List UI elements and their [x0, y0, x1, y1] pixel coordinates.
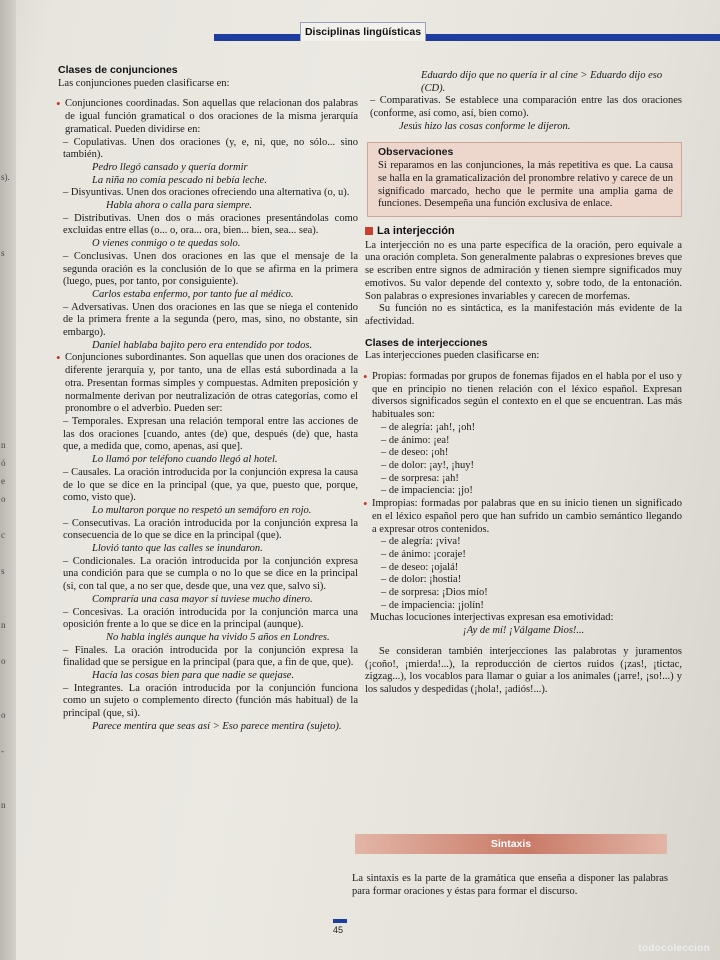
finales-text: – Finales. La oración introducida por la conjunción expresa la finalidad que se persigue en la principal (para que, a fin de que, que). [63, 644, 358, 669]
subordinating-item: • Conjunciones subordinantes. Son aquellas que unen dos oraciones de diferente jerarquía y, por tanto, una de ellas está subordinada a la otra. Presentan formas simples y compuestas. Admiten preposición y normalmente derivan por neutralización de otras categorías, como el pronombre o el adverbio. Pueden ser: [58, 352, 358, 416]
prev-page-mark: s [1, 248, 5, 258]
example-line: Pedro llegó cansado y quería dormir [92, 161, 248, 173]
example-line: Eduardo dijo que no quería ir al cine > Eduardo dijo eso (CD). [421, 70, 663, 94]
list-item: – de alegría: ¡viva! [381, 536, 461, 548]
left-column [58, 64, 358, 734]
list-item: – de deseo: ¡ojalá! [381, 561, 459, 573]
example-line: Lo multaron porque no respetó un semáforo en rojo. [92, 504, 312, 516]
interjection-paragraph: Su función no es sintáctica, es la manifestación más evidente de la afectividad. [365, 303, 682, 327]
header-rule [214, 34, 720, 41]
example-line: Llovió tanto que las calles se inundaron. [92, 543, 263, 555]
list-item: – de sorpresa: ¡Dios mío! [381, 587, 488, 599]
consideran-paragraph: Se consideran también interjecciones las palabrotas y juramentos (¡coño!, ¡mierda!...), la reproducción de ciertos ruidos (¡zas!, ¡tictac, zigzag...), los vocablos para llamar o guiar a los animales (¡arre!, ¡so!...) y los saludos y despedidas (¡hola!, ¡adiós!...). [365, 645, 682, 695]
temporales-text: – Temporales. Expresan una relación temporal entre las acciones de las dos oraciones [cuando, antes (de) que, después (de) que, hasta que, a medida que, como, apenas, así que]. [63, 415, 358, 453]
previous-page-edge [0, 0, 16, 960]
coordinated-item: • Conjunciones coordinadas. Son aquellas que relacionan dos palabras de igual función gramatical o dos oraciones de la misma jerarquía gramatical. Pueden dividirse en: [58, 98, 358, 136]
example-line: ¡Ay de mí! ¡Válgame Dios!... [462, 625, 585, 637]
list-item: – de dolor: ¡ay!, ¡huy! [381, 459, 475, 471]
example-line: Carlos estaba enfermo, por tanto fue al médico. [92, 288, 294, 300]
integrantes-text: – Integrantes. La oración introducida por la conjunción funciona como un sujeto o complemento directo (función más habitual) de la principal (que, si). [63, 682, 358, 720]
prev-page-mark: c [1, 530, 5, 540]
list-item: – de impaciencia: ¡jo! [381, 485, 473, 497]
prev-page-mark: s [1, 566, 5, 576]
distributivas-text: – Distributivas. Unen dos o más oraciones presentándolas como excluidas entre ellas (o... o, ora... ora, bien... bien, sea... sea). [63, 212, 358, 237]
concesivas-text: – Concesivas. La oración introducida por la conjunción marca una oposición frente a lo que se dice en la principal (aunque). [63, 606, 358, 631]
example-line: No habla inglés aunque ha vivido 5 años en Londres. [106, 631, 330, 643]
example-line: Lo llamó por teléfono cuando llegó al hotel. [92, 454, 278, 466]
prev-page-mark: n [1, 620, 6, 630]
prev-page-mark: e [1, 476, 5, 486]
section-header-tab: Disciplinas lingüísticas [300, 22, 426, 41]
observations-box [367, 142, 682, 218]
conjunctions-intro: Las conjunciones pueden clasificarse en: [58, 77, 230, 89]
list-item: – de ánimo: ¡ea! [381, 434, 450, 446]
interjection-classes-intro: Las interjecciones pueden clasificarse en: [365, 350, 540, 362]
list-item: – de ánimo: ¡coraje! [381, 548, 466, 560]
example-line: Habla ahora o calla para siempre. [106, 200, 253, 212]
list-item: – de deseo: ¡oh! [381, 447, 449, 459]
causales-text: – Causales. La oración introducida por la conjunción expresa la causa de lo que se dice en la principal (que, ya que, puesto que, porque, como, visto que). [63, 466, 358, 504]
prev-page-mark: o [1, 494, 6, 504]
interjection-paragraph: La interjección no es una parte específica de la oración, pero equivale a una oración completa. Son generalmente palabras o expresiones breves que se escriben entre signos de admiración y tienen siempre significados muy emotivos. Su valor depende del contexto y, sobre todo, de la entonación. Son palabras o expresiones invariables y carecen de morfemas. [365, 239, 682, 302]
locuciones-text: Muchas locuciones interjectivas expresan esa emotividad: [370, 612, 614, 624]
sintaxis-section-band: Sintaxis [355, 834, 667, 854]
example-line: Daniel hablaba bajito pero era entendido por todos. [92, 339, 313, 351]
example-line: Parece mentira que seas así > Eso parece mentira (sujeto). [92, 720, 342, 732]
list-item: – de impaciencia: ¡jolín! [381, 599, 484, 611]
prev-page-mark: s). [1, 172, 10, 182]
list-item: – de sorpresa: ¡ah! [381, 472, 459, 484]
prev-page-mark: ó [1, 458, 6, 468]
comparativas-text: – Comparativas. Se establece una comparación entre las dos oraciones (conforme, así como, así, bien como). [370, 95, 682, 120]
interjection-classes-heading: Clases de interjecciones [365, 336, 488, 349]
interjection-heading [365, 225, 682, 238]
list-item: – de alegría: ¡ah!, ¡oh! [381, 421, 476, 433]
prev-page-mark: n [1, 440, 6, 450]
page-number-bar [333, 919, 347, 923]
observations-title: Observaciones [378, 145, 454, 158]
impropias-item: • Impropias: formadas por palabras que en su inicio tienen un significado en el léxico español pero que han sufrido un cambio semántico llegando a expresar otros contenidos. [365, 498, 682, 536]
interjection-heading-text: La interjección [377, 225, 455, 238]
list-item: – de dolor: ¡hostia! [381, 574, 462, 586]
example-line: Jesús hizo las cosas conforme le dijeron. [399, 120, 571, 132]
example-line: La niña no comía pescado ni bebía leche. [92, 174, 267, 186]
copulativas-text: – Copulativas. Unen dos oraciones (y, e, ni, que, no sólo... sino también). [63, 136, 358, 161]
prev-page-mark: n [1, 800, 6, 810]
example-line: O vienes conmigo o te quedas solo. [92, 238, 241, 250]
conclusivas-text: – Conclusivas. Unen dos oraciones en las que el mensaje de la segunda oración es la conclusión de lo que se afirma en la primera (luego, pues, por tanto, por consiguiente). [63, 250, 358, 288]
prev-page-mark: o [1, 656, 6, 666]
red-square-icon [365, 227, 373, 235]
right-column [365, 70, 682, 697]
watermark-logo: todocoleccion [638, 943, 710, 954]
adversativas-text: – Adversativas. Unen dos oraciones en las que se niega el contenido de la primera frente a la segunda (pero, mas, sino, no obstante, sin embargo). [63, 301, 358, 339]
observations-text: Si reparamos en las conjunciones, la más repetitiva es que. La causa se halla en la gramaticalización del pronombre relativo y carece de un significado marcado, hecho que le permite una amplia gama de funciones. Desempeña una función exclusiva de enlace. [378, 160, 673, 210]
disyuntivas-text: – Disyuntivas. Unen dos oraciones ofreciendo una alternativa (o, u). [63, 187, 350, 199]
page-number: 45 [333, 925, 344, 935]
consecutivas-text: – Consecutivas. La oración introducida por la conjunción expresa la consecuencia de lo que se dice en la principal (que). [63, 517, 358, 542]
prev-page-mark: o [1, 710, 6, 720]
prev-page-mark: - [1, 746, 4, 756]
conjunctions-heading: Clases de conjunciones [58, 64, 178, 76]
propias-item: • Propias: formadas por grupos de fonemas fijados en el habla por el uso y que en principio no tienen relación con el léxico español. Expresan diversos significados según el contexto en el que se encuentran. Las más habituales son: [365, 371, 682, 422]
example-line: Hacía las cosas bien para que nadie se quejase. [92, 670, 295, 682]
condicionales-text: – Condicionales. La oración introducida por la conjunción expresa una condición para que se cumpla o no lo que se dice en la principal (si, con tal que, a no ser que, desde que, una vez que, salvo si). [63, 555, 358, 593]
sintaxis-paragraph: La sintaxis es la parte de la gramática que enseña a disponer las palabras para formar oraciones y éstas para formar el discurso. [352, 873, 668, 897]
example-line: Compraría una casa mayor si tuviese mucho dinero. [92, 593, 313, 605]
